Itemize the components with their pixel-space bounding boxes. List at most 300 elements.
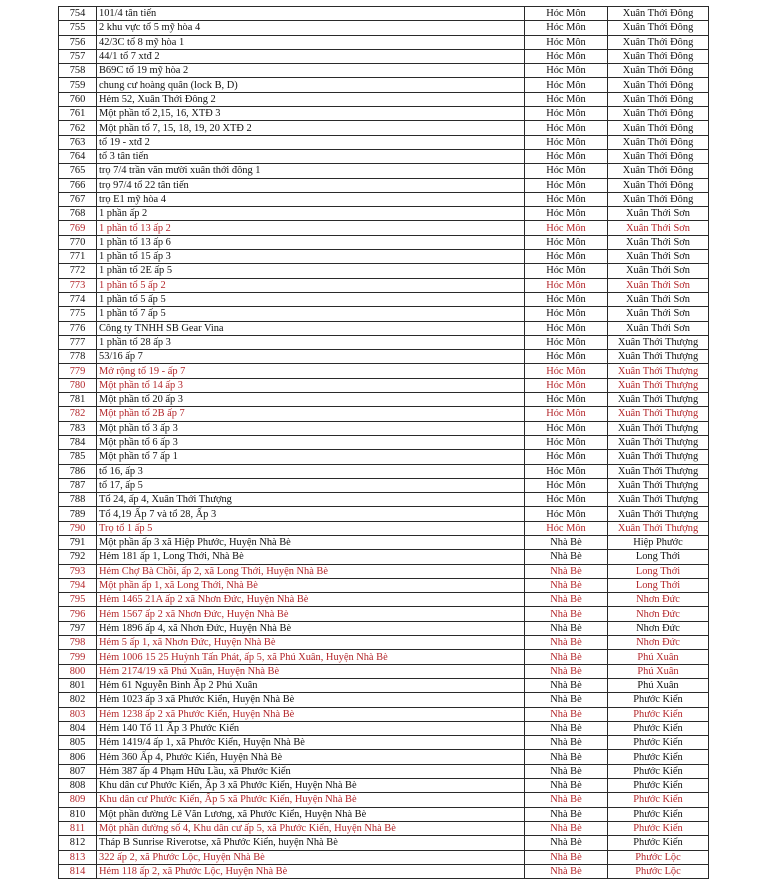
district-cell: Hóc Môn	[525, 507, 608, 521]
row-number: 804	[59, 721, 97, 735]
table-row	[59, 192, 709, 206]
ward-cell: Xuân Thới Thượng	[608, 450, 709, 464]
district-cell: Hóc Môn	[525, 192, 608, 206]
district-cell: Hóc Môn	[525, 49, 608, 63]
row-number: 769	[59, 221, 97, 235]
row-number: 787	[59, 478, 97, 492]
table-row	[59, 807, 709, 821]
address-cell: 44/1 tổ 7 xtđ 2	[97, 49, 525, 63]
address-cell: 1 phần tổ 15 ấp 3	[97, 250, 525, 264]
district-cell: Hóc Môn	[525, 264, 608, 278]
ward-cell: Xuân Thới Thượng	[608, 521, 709, 535]
district-cell: Hóc Môn	[525, 135, 608, 149]
table-row	[59, 335, 709, 349]
ward-cell: Xuân Thới Đông	[608, 7, 709, 21]
district-cell: Nhà Bè	[525, 693, 608, 707]
address-cell: Một phần tổ 7 ấp 1	[97, 450, 525, 464]
district-cell: Nhà Bè	[525, 721, 608, 735]
district-cell: Hóc Môn	[525, 435, 608, 449]
row-number: 761	[59, 107, 97, 121]
address-cell: trọ E1 mỹ hòa 4	[97, 192, 525, 206]
address-cell: Một phần tổ 14 ấp 3	[97, 378, 525, 392]
table-row	[59, 836, 709, 850]
address-cell: tổ 16, ấp 3	[97, 464, 525, 478]
address-cell: trọ 97/4 tổ 22 tân tiến	[97, 178, 525, 192]
ward-cell: Xuân Thới Đông	[608, 192, 709, 206]
row-number: 780	[59, 378, 97, 392]
address-cell: Tổ 24, ấp 4, Xuân Thới Thượng	[97, 493, 525, 507]
address-cell: 1 phần ấp 2	[97, 207, 525, 221]
district-cell: Hóc Môn	[525, 121, 608, 135]
row-number: 812	[59, 836, 97, 850]
ward-cell: Phú Xuân	[608, 650, 709, 664]
table-row	[59, 450, 709, 464]
row-number: 778	[59, 350, 97, 364]
address-cell: Hẻm 2174/19 xã Phú Xuân, Huyện Nhà Bè	[97, 664, 525, 678]
table-row	[59, 636, 709, 650]
address-cell: tổ 17, ấp 5	[97, 478, 525, 492]
table-row	[59, 721, 709, 735]
row-number: 808	[59, 779, 97, 793]
ward-cell: Xuân Thới Thượng	[608, 378, 709, 392]
table-row	[59, 35, 709, 49]
district-cell: Nhà Bè	[525, 864, 608, 878]
ward-cell: Xuân Thới Đông	[608, 107, 709, 121]
address-cell: Một phần tổ 2,15, 16, XTĐ 3	[97, 107, 525, 121]
address-cell: 2 khu vực tổ 5 mỹ hòa 4	[97, 21, 525, 35]
row-number: 775	[59, 307, 97, 321]
row-number: 802	[59, 693, 97, 707]
table-row	[59, 750, 709, 764]
district-cell: Hóc Môn	[525, 149, 608, 163]
ward-cell: Xuân Thới Đông	[608, 149, 709, 163]
ward-cell: Xuân Thới Sơn	[608, 292, 709, 306]
table-row	[59, 207, 709, 221]
row-number: 781	[59, 393, 97, 407]
row-number: 786	[59, 464, 97, 478]
row-number: 765	[59, 164, 97, 178]
ward-cell: Phước Kiển	[608, 693, 709, 707]
ward-cell: Xuân Thới Thượng	[608, 435, 709, 449]
ward-cell: Xuân Thới Đông	[608, 35, 709, 49]
ward-cell: Xuân Thới Sơn	[608, 278, 709, 292]
table-row	[59, 493, 709, 507]
district-cell: Hóc Môn	[525, 464, 608, 478]
address-cell: B69C tổ 19 mỹ hòa 2	[97, 64, 525, 78]
row-number: 800	[59, 664, 97, 678]
address-cell: Công ty TNHH SB Gear Vina	[97, 321, 525, 335]
ward-cell: Phước Kiển	[608, 821, 709, 835]
district-cell: Nhà Bè	[525, 550, 608, 564]
district-cell: Nhà Bè	[525, 807, 608, 821]
table-body	[59, 7, 709, 879]
table-row	[59, 564, 709, 578]
row-number: 759	[59, 78, 97, 92]
address-cell: 42/3C tổ 8 mỹ hòa 1	[97, 35, 525, 49]
district-cell: Nhà Bè	[525, 607, 608, 621]
row-number: 792	[59, 550, 97, 564]
ward-cell: Phước Kiển	[608, 736, 709, 750]
district-cell: Hóc Môn	[525, 478, 608, 492]
address-cell: Một phần tổ 3 ấp 3	[97, 421, 525, 435]
table-row	[59, 850, 709, 864]
table-row	[59, 664, 709, 678]
district-cell: Hóc Môn	[525, 335, 608, 349]
row-number: 813	[59, 850, 97, 864]
row-number: 754	[59, 7, 97, 21]
address-cell: Hẻm 1567 ấp 2 xã Nhơn Đức, Huyện Nhà Bè	[97, 607, 525, 621]
row-number: 771	[59, 250, 97, 264]
row-number: 770	[59, 235, 97, 249]
district-cell: Hóc Môn	[525, 321, 608, 335]
table-row	[59, 164, 709, 178]
table-row	[59, 521, 709, 535]
district-cell: Hóc Môn	[525, 92, 608, 106]
address-cell: Hẻm 61 Nguyễn Bình Ấp 2 Phú Xuân	[97, 678, 525, 692]
table-row	[59, 779, 709, 793]
district-cell: Nhà Bè	[525, 650, 608, 664]
address-cell: Một phần đường số 4, Khu dân cư ấp 5, xã Phước Kiển, Huyện Nhà Bè	[97, 821, 525, 835]
address-cell: 1 phần tổ 5 ấp 2	[97, 278, 525, 292]
table-row	[59, 621, 709, 635]
table-row	[59, 593, 709, 607]
address-cell: Hẻm 140 Tổ 11 Ấp 3 Phước Kiển	[97, 721, 525, 735]
district-cell: Nhà Bè	[525, 836, 608, 850]
ward-cell: Phước Kiển	[608, 750, 709, 764]
address-cell: 322 ấp 2, xã Phước Lộc, Huyện Nhà Bè	[97, 850, 525, 864]
address-cell: Hẻm 1465 21A ấp 2 xã Nhơn Đức, Huyện Nhà Bè	[97, 593, 525, 607]
row-number: 806	[59, 750, 97, 764]
ward-cell: Xuân Thới Đông	[608, 121, 709, 135]
address-cell: 1 phần tổ 28 ấp 3	[97, 335, 525, 349]
address-cell: Hẻm 1238 ấp 2 xã Phước Kiển, Huyện Nhà Bè	[97, 707, 525, 721]
district-cell: Nhà Bè	[525, 678, 608, 692]
ward-cell: Xuân Thới Đông	[608, 64, 709, 78]
row-number: 805	[59, 736, 97, 750]
table-row	[59, 693, 709, 707]
district-cell: Nhà Bè	[525, 779, 608, 793]
district-cell: Hóc Môn	[525, 493, 608, 507]
district-cell: Nhà Bè	[525, 793, 608, 807]
district-cell: Hóc Môn	[525, 64, 608, 78]
ward-cell: Xuân Thới Sơn	[608, 221, 709, 235]
address-cell: 1 phần tổ 13 ấp 6	[97, 235, 525, 249]
ward-cell: Xuân Thới Sơn	[608, 264, 709, 278]
district-cell: Nhà Bè	[525, 764, 608, 778]
row-number: 803	[59, 707, 97, 721]
address-cell: 1 phần tổ 2E ấp 5	[97, 264, 525, 278]
row-number: 779	[59, 364, 97, 378]
table-row	[59, 178, 709, 192]
row-number: 760	[59, 92, 97, 106]
table-row	[59, 149, 709, 163]
table-row	[59, 235, 709, 249]
row-number: 758	[59, 64, 97, 78]
table-row	[59, 535, 709, 549]
address-cell: Hẻm Chợ Bà Chồi, ấp 2, xã Long Thới, Huyện Nhà Bè	[97, 564, 525, 578]
district-cell: Hóc Môn	[525, 164, 608, 178]
row-number: 793	[59, 564, 97, 578]
table-row	[59, 64, 709, 78]
table-row	[59, 264, 709, 278]
table-row	[59, 464, 709, 478]
table-row	[59, 378, 709, 392]
table-row	[59, 435, 709, 449]
district-cell: Nhà Bè	[525, 636, 608, 650]
table-row	[59, 650, 709, 664]
row-number: 777	[59, 335, 97, 349]
ward-cell: Xuân Thới Thượng	[608, 493, 709, 507]
district-cell: Hóc Môn	[525, 378, 608, 392]
row-number: 773	[59, 278, 97, 292]
ward-cell: Long Thới	[608, 550, 709, 564]
row-number: 790	[59, 521, 97, 535]
address-cell: Hẻm 360 Ấp 4, Phước Kiển, Huyện Nhà Bè	[97, 750, 525, 764]
ward-cell: Xuân Thới Sơn	[608, 307, 709, 321]
ward-cell: Xuân Thới Đông	[608, 92, 709, 106]
address-cell: 101/4 tân tiến	[97, 7, 525, 21]
locations-table	[58, 6, 709, 879]
ward-cell: Xuân Thới Đông	[608, 164, 709, 178]
address-cell: Một phần tổ 2B ấp 7	[97, 407, 525, 421]
table-row	[59, 607, 709, 621]
address-cell: Tổ 4,19 Ấp 7 và tổ 28, Ấp 3	[97, 507, 525, 521]
district-cell: Nhà Bè	[525, 593, 608, 607]
row-number: 809	[59, 793, 97, 807]
table-row	[59, 250, 709, 264]
row-number: 795	[59, 593, 97, 607]
address-cell: Hẻm 387 ấp 4 Phạm Hữu Lầu, xã Phước Kiển	[97, 764, 525, 778]
district-cell: Nhà Bè	[525, 850, 608, 864]
ward-cell: Phước Kiển	[608, 836, 709, 850]
address-cell: Mở rộng tổ 19 - ấp 7	[97, 364, 525, 378]
ward-cell: Phước Kiển	[608, 764, 709, 778]
ward-cell: Long Thới	[608, 564, 709, 578]
row-number: 767	[59, 192, 97, 206]
row-number: 810	[59, 807, 97, 821]
table-row	[59, 364, 709, 378]
table-row	[59, 707, 709, 721]
row-number: 766	[59, 178, 97, 192]
row-number: 789	[59, 507, 97, 521]
address-cell: Hẻm 1023 ấp 3 xã Phước Kiển, Huyện Nhà Bè	[97, 693, 525, 707]
ward-cell: Phước Kiển	[608, 721, 709, 735]
district-cell: Hóc Môn	[525, 364, 608, 378]
ward-cell: Xuân Thới Thượng	[608, 464, 709, 478]
table-row	[59, 764, 709, 778]
row-number: 774	[59, 292, 97, 306]
address-cell: Hẻm 1896 ấp 4, xã Nhơn Đức, Huyện Nhà Bè	[97, 621, 525, 635]
ward-cell: Xuân Thới Thượng	[608, 407, 709, 421]
row-number: 768	[59, 207, 97, 221]
row-number: 798	[59, 636, 97, 650]
table-row	[59, 278, 709, 292]
row-number: 782	[59, 407, 97, 421]
district-cell: Hóc Môn	[525, 421, 608, 435]
address-cell: Hẻm 5 ấp 1, xã Nhơn Đức, Huyện Nhà Bè	[97, 636, 525, 650]
district-cell: Nhà Bè	[525, 578, 608, 592]
table-row	[59, 421, 709, 435]
table-row	[59, 292, 709, 306]
row-number: 783	[59, 421, 97, 435]
district-cell: Nhà Bè	[525, 535, 608, 549]
ward-cell: Xuân Thới Thượng	[608, 364, 709, 378]
address-cell: Hẻm 1419/4 ấp 1, xã Phước Kiển, Huyện Nhà Bè	[97, 736, 525, 750]
address-cell: Hẻm 118 ấp 2, xã Phước Lộc, Huyện Nhà Bè	[97, 864, 525, 878]
ward-cell: Nhơn Đức	[608, 607, 709, 621]
table-row	[59, 49, 709, 63]
address-cell: Một phần ấp 1, xã Long Thới, Nhà Bè	[97, 578, 525, 592]
ward-cell: Nhơn Đức	[608, 636, 709, 650]
district-cell: Hóc Môn	[525, 450, 608, 464]
address-cell: Một phần tổ 20 ấp 3	[97, 393, 525, 407]
ward-cell: Xuân Thới Thượng	[608, 478, 709, 492]
address-cell: 53/16 ấp 7	[97, 350, 525, 364]
table-row	[59, 307, 709, 321]
district-cell: Hóc Môn	[525, 393, 608, 407]
district-cell: Hóc Môn	[525, 35, 608, 49]
district-cell: Nhà Bè	[525, 621, 608, 635]
row-number: 811	[59, 821, 97, 835]
ward-cell: Phước Kiển	[608, 707, 709, 721]
ward-cell: Phú Xuân	[608, 664, 709, 678]
table-row	[59, 478, 709, 492]
district-cell: Nhà Bè	[525, 707, 608, 721]
row-number: 797	[59, 621, 97, 635]
ward-cell: Nhơn Đức	[608, 593, 709, 607]
address-cell: 1 phần tổ 13 ấp 2	[97, 221, 525, 235]
address-cell: Một phần ấp 3 xã Hiệp Phước, Huyện Nhà Bè	[97, 535, 525, 549]
row-number: 807	[59, 764, 97, 778]
district-cell: Hóc Môn	[525, 107, 608, 121]
ward-cell: Xuân Thới Thượng	[608, 507, 709, 521]
address-cell: Hẻm 181 ấp 1, Long Thới, Nhà Bè	[97, 550, 525, 564]
ward-cell: Xuân Thới Sơn	[608, 235, 709, 249]
table-row	[59, 7, 709, 21]
address-cell: chung cư hoàng quân (lock B, D)	[97, 78, 525, 92]
address-cell: Một phần đường Lê Văn Lương, xã Phước Kiển, Huyện Nhà Bè	[97, 807, 525, 821]
table-row	[59, 793, 709, 807]
table-row	[59, 135, 709, 149]
ward-cell: Xuân Thới Sơn	[608, 207, 709, 221]
district-cell: Hóc Môn	[525, 235, 608, 249]
ward-cell: Xuân Thới Sơn	[608, 321, 709, 335]
table-row	[59, 350, 709, 364]
district-cell: Nhà Bè	[525, 664, 608, 678]
row-number: 763	[59, 135, 97, 149]
district-cell: Hóc Môn	[525, 7, 608, 21]
row-number: 784	[59, 435, 97, 449]
address-cell: tổ 19 - xtđ 2	[97, 135, 525, 149]
district-cell: Hóc Môn	[525, 278, 608, 292]
ward-cell: Phước Kiển	[608, 793, 709, 807]
address-cell: Một phần tổ 6 ấp 3	[97, 435, 525, 449]
address-cell: 1 phần tổ 7 ấp 5	[97, 307, 525, 321]
address-cell: Khu dân cư Phước Kiển, Ấp 5 xã Phước Kiển, Huyện Nhà Bè	[97, 793, 525, 807]
ward-cell: Phước Lộc	[608, 864, 709, 878]
ward-cell: Xuân Thới Thượng	[608, 350, 709, 364]
district-cell: Nhà Bè	[525, 736, 608, 750]
row-number: 755	[59, 21, 97, 35]
address-cell: Một phần tổ 7, 15, 18, 19, 20 XTĐ 2	[97, 121, 525, 135]
ward-cell: Xuân Thới Đông	[608, 78, 709, 92]
district-cell: Hóc Môn	[525, 350, 608, 364]
address-cell: trọ 7/4 trần văn mười xuân thới đông 1	[97, 164, 525, 178]
row-number: 799	[59, 650, 97, 664]
row-number: 791	[59, 535, 97, 549]
ward-cell: Nhơn Đức	[608, 621, 709, 635]
ward-cell: Long Thới	[608, 578, 709, 592]
ward-cell: Phước Lộc	[608, 850, 709, 864]
district-cell: Hóc Môn	[525, 521, 608, 535]
ward-cell: Xuân Thới Sơn	[608, 250, 709, 264]
district-cell: Hóc Môn	[525, 307, 608, 321]
ward-cell: Xuân Thới Đông	[608, 135, 709, 149]
row-number: 757	[59, 49, 97, 63]
district-cell: Hóc Môn	[525, 21, 608, 35]
row-number: 785	[59, 450, 97, 464]
district-cell: Nhà Bè	[525, 564, 608, 578]
address-cell: Hẻm 1006 15 25 Huỳnh Tấn Phát, ấp 5, xã Phú Xuân, Huyện Nhà Bè	[97, 650, 525, 664]
table-row	[59, 678, 709, 692]
table-row	[59, 92, 709, 106]
row-number: 788	[59, 493, 97, 507]
district-cell: Hóc Môn	[525, 78, 608, 92]
ward-cell: Xuân Thới Thượng	[608, 335, 709, 349]
table-row	[59, 736, 709, 750]
ward-cell: Phước Kiển	[608, 807, 709, 821]
table-row	[59, 78, 709, 92]
address-cell: 1 phần tổ 5 ấp 5	[97, 292, 525, 306]
table-row	[59, 578, 709, 592]
district-cell: Hóc Môn	[525, 221, 608, 235]
row-number: 796	[59, 607, 97, 621]
table-row	[59, 407, 709, 421]
row-number: 764	[59, 149, 97, 163]
table-row	[59, 550, 709, 564]
table-row	[59, 321, 709, 335]
district-cell: Hóc Môn	[525, 250, 608, 264]
ward-cell: Xuân Thới Đông	[608, 21, 709, 35]
address-cell: Hẻm 52, Xuân Thới Đông 2	[97, 92, 525, 106]
ward-cell: Xuân Thới Thượng	[608, 421, 709, 435]
table-row	[59, 121, 709, 135]
row-number: 776	[59, 321, 97, 335]
row-number: 814	[59, 864, 97, 878]
row-number: 756	[59, 35, 97, 49]
ward-cell: Hiệp Phước	[608, 535, 709, 549]
row-number: 772	[59, 264, 97, 278]
address-cell: Trọ tổ 1 ấp 5	[97, 521, 525, 535]
ward-cell: Xuân Thới Đông	[608, 49, 709, 63]
table-row	[59, 393, 709, 407]
document-page	[58, 6, 708, 879]
table-row	[59, 107, 709, 121]
ward-cell: Phú Xuân	[608, 678, 709, 692]
table-row	[59, 221, 709, 235]
district-cell: Hóc Môn	[525, 207, 608, 221]
district-cell: Hóc Môn	[525, 407, 608, 421]
district-cell: Hóc Môn	[525, 292, 608, 306]
row-number: 801	[59, 678, 97, 692]
table-row	[59, 21, 709, 35]
district-cell: Nhà Bè	[525, 750, 608, 764]
address-cell: Khu dân cư Phước Kiển, Ấp 3 xã Phước Kiển, Huyện Nhà Bè	[97, 779, 525, 793]
address-cell: tổ 3 tân tiến	[97, 149, 525, 163]
row-number: 762	[59, 121, 97, 135]
district-cell: Hóc Môn	[525, 178, 608, 192]
district-cell: Nhà Bè	[525, 821, 608, 835]
